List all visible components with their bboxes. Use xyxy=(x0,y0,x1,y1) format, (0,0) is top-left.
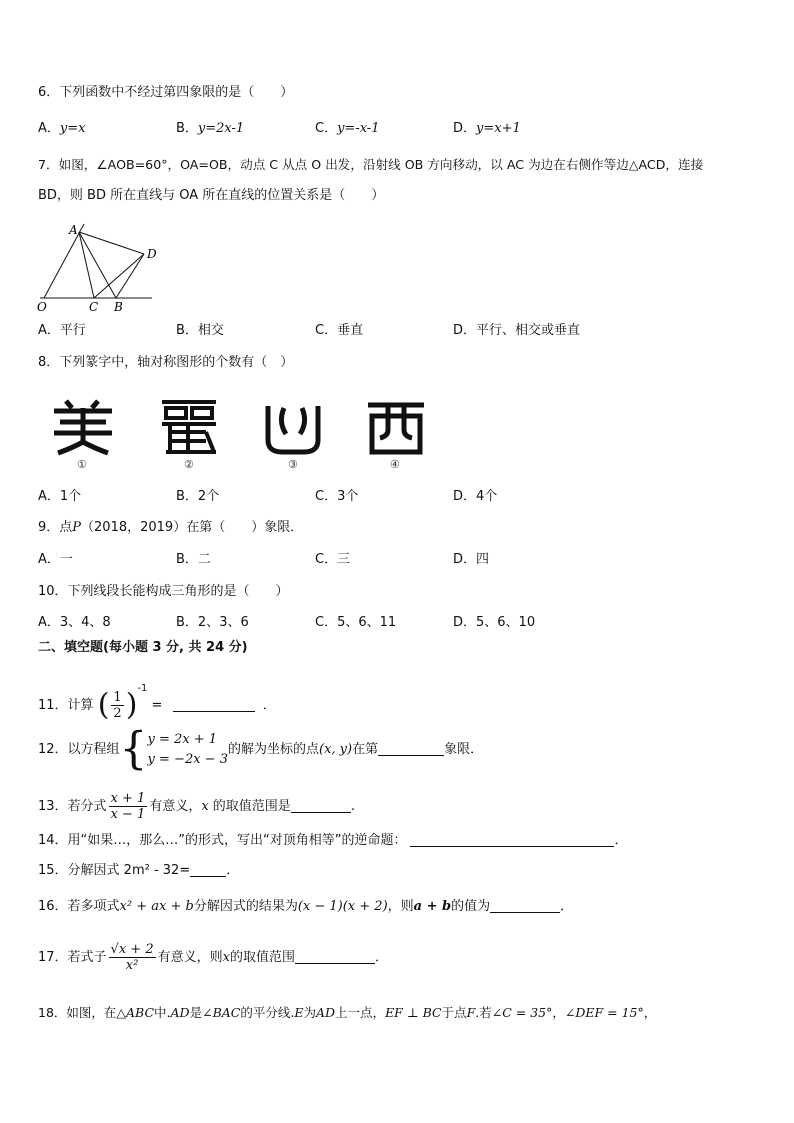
q9-option-c: C．三 xyxy=(315,552,351,567)
label-b: B xyxy=(114,300,123,314)
q11-answer-blank xyxy=(173,698,255,712)
q10-option-d: D．5、6、10 xyxy=(453,615,536,630)
label-d: D xyxy=(147,247,157,261)
seg-ad xyxy=(79,232,144,254)
q6-option-b: B．y=2x-1 xyxy=(176,121,245,136)
q9-option-a: A．一 xyxy=(38,552,73,567)
seg-ab xyxy=(79,232,116,298)
seal-label-1: ① xyxy=(77,458,87,471)
q15-answer-blank xyxy=(190,863,226,877)
q6-option-c: C．y=-x-1 xyxy=(315,121,380,136)
question-14: 14．用“如果…，那么…”的形式，写出“对顶角相等”的逆命题： ． xyxy=(38,833,628,848)
seal-character-3 xyxy=(262,400,324,456)
q9-option-b: B．二 xyxy=(176,552,211,567)
seal-label-3: ③ xyxy=(288,458,298,471)
question-6 xyxy=(38,84,293,102)
q14-answer-blank xyxy=(410,833,614,847)
q12-answer-blank xyxy=(378,742,444,756)
q8-option-c: C．3个 xyxy=(315,489,359,504)
q10-text: 10．下列线段长能构成三角形的是（ ） xyxy=(38,584,289,599)
question-15: 15．分解因式 2m² - 32= ． xyxy=(38,863,240,878)
question-13: 13．若分式 $\frac{x + 1}{x - 1}$ 有意义，x 的取值范围是 . xyxy=(38,791,355,822)
q8-text: 8．下列篆字中，轴对称图形的个数有（ ） xyxy=(38,355,294,370)
seal-character-2 xyxy=(156,398,222,456)
q6-text: 6．下列函数中不经过第四象限的是（ ） xyxy=(38,85,294,100)
q10-option-a: A．3、4、8 xyxy=(38,615,111,630)
q16-answer-blank xyxy=(490,899,560,913)
label-a: A xyxy=(69,223,78,237)
q7-option-d: D．平行、相交或垂直 xyxy=(453,323,581,338)
q8-option-d: D．4个 xyxy=(453,489,498,504)
seg-ac xyxy=(79,232,94,298)
question-18: 18．如图，在△ABC中.AD是∠BAC的平分线.E为AD上一点，EF ⊥ BC于点F.若∠C = 35°，∠DEF = 15°， xyxy=(38,1005,657,1020)
q7-option-b: B．相交 xyxy=(176,323,224,338)
question-17: 17．若式子 $\frac{√x + 2}{\text{x²}}$ 有意义，则x的取值范围 ． xyxy=(38,942,388,973)
q8-option-a: A．1个 xyxy=(38,489,82,504)
seg-bd xyxy=(116,254,144,298)
seal-character-1 xyxy=(50,398,116,456)
q8-option-b: B．2个 xyxy=(176,489,220,504)
seal-label-4: ④ xyxy=(390,458,400,471)
question-9: 9．点P（2018，2019）在第（ ）象限． xyxy=(38,520,304,535)
seg-cd xyxy=(94,254,144,298)
line-oa xyxy=(44,224,84,298)
question-11: 11．计算 ( $\frac{1}{2}$ )$^{-1}$ = ． xyxy=(38,683,276,723)
q7-option-c: C．垂直 xyxy=(315,323,364,338)
question-16: 16．若多项式x² + ax + b分解因式的结果为(x − 1)(x + 2)，则a + b的值为 ． xyxy=(38,899,574,914)
q10-option-b: B．2、3、6 xyxy=(176,615,249,630)
q7-option-a: A．平行 xyxy=(38,323,86,338)
label-o: O xyxy=(37,300,47,314)
question-12: 12．以方程组{y = 2x + 1 y = −2x − 3的解为坐标的点(x, y)在第 象限． xyxy=(38,723,484,775)
q17-answer-blank xyxy=(295,950,375,964)
section-heading: 二、填空题(每小题 3 分, 共 24 分) xyxy=(38,640,248,655)
seal-label-2: ② xyxy=(184,458,194,471)
q6-option-a: A．y=x xyxy=(38,121,86,136)
q13-answer-blank xyxy=(291,799,351,813)
seal-character-4 xyxy=(366,400,426,456)
q7-figure xyxy=(34,216,164,316)
q7-line1: 7．如图，∠AOB=60°，OA=OB，动点 C 从点 O 出发，沿射线 OB 方向移动，以 AC 为边在右侧作等边△ACD，连接 xyxy=(38,157,704,172)
q9-option-d: D．四 xyxy=(453,552,490,567)
label-c: C xyxy=(89,300,99,314)
q10-option-c: C．5、6、11 xyxy=(315,615,397,630)
q7-line2: BD，则 BD 所在直线与 OA 所在直线的位置关系是（ ） xyxy=(38,188,385,203)
q6-option-d: D．y=x+1 xyxy=(453,121,521,136)
